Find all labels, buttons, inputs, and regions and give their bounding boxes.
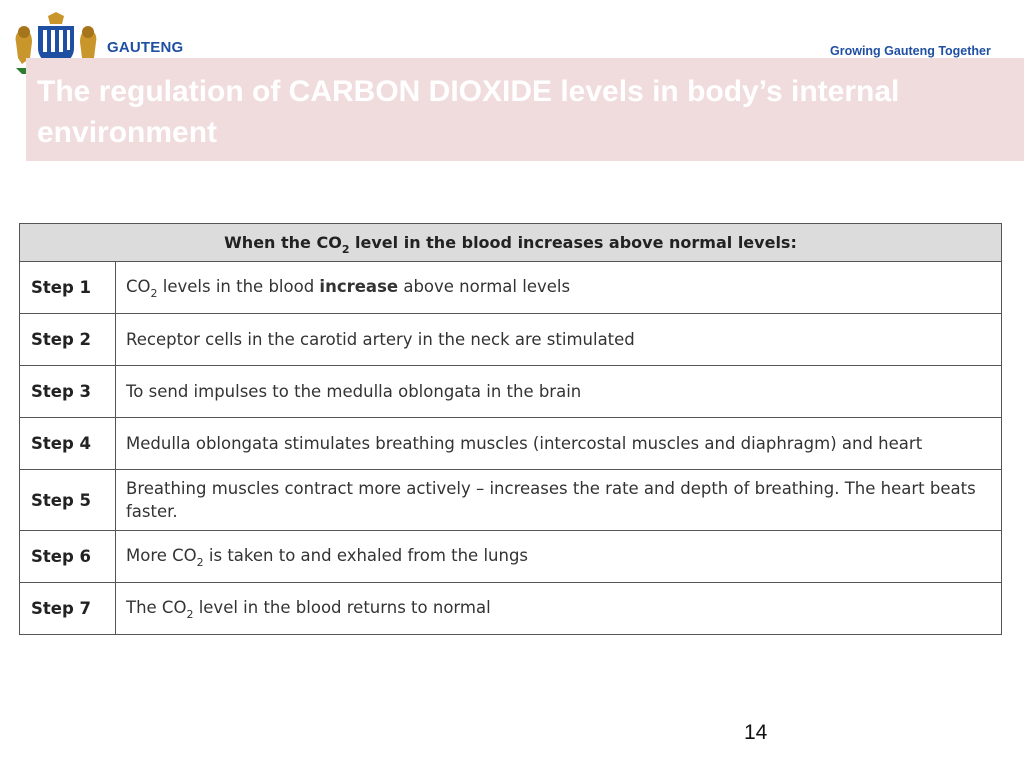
- step-description: [116, 583, 1002, 635]
- subscript: 2: [150, 287, 158, 300]
- text-segment: level in the blood returns to normal: [193, 598, 491, 617]
- table-row: [20, 314, 1002, 366]
- table-row: [20, 583, 1002, 635]
- table-row: [20, 531, 1002, 583]
- subscript: 2: [186, 608, 194, 621]
- heading-text-before: When the CO: [224, 233, 342, 252]
- text-segment: Receptor cells in the carotid artery in the neck are stimulated: [126, 330, 635, 349]
- page-number: 14: [744, 721, 768, 744]
- subscript: 2: [196, 556, 204, 569]
- brand-name: GAUTENG: [107, 39, 184, 56]
- table-heading: [20, 224, 1002, 262]
- step-description: [116, 470, 1002, 531]
- step-description: [116, 531, 1002, 583]
- co2-regulation-table: [19, 223, 1002, 635]
- step-description: [116, 314, 1002, 366]
- table-header-row: [20, 224, 1002, 262]
- heading-subscript: 2: [341, 243, 350, 256]
- step-label: Step 1: [20, 262, 116, 314]
- slide-title: The regulation of CARBON DIOXIDE levels in body’s internal environment: [37, 75, 900, 149]
- step-description: [116, 262, 1002, 314]
- table-row: [20, 262, 1002, 314]
- step-label: Step 4: [20, 418, 116, 470]
- step-label: Step 3: [20, 366, 116, 418]
- text-segment: To send impulses to the medulla oblongata in the brain: [126, 382, 582, 401]
- step-label: Step 6: [20, 531, 116, 583]
- step-label: Step 2: [20, 314, 116, 366]
- heading-text-after: level in the blood increases above normal levels:: [349, 233, 797, 252]
- text-segment: levels in the blood: [157, 277, 320, 296]
- bold-text: increase: [319, 277, 399, 296]
- table-body: [20, 262, 1002, 635]
- step-label: Step 7: [20, 583, 116, 635]
- text-segment: The CO: [126, 598, 187, 617]
- text-segment: Breathing muscles contract more actively – increases the rate and depth of breathing. The heart beats faster.: [126, 479, 976, 521]
- text-segment: CO: [126, 277, 151, 296]
- table-row: [20, 366, 1002, 418]
- text-segment: More CO: [126, 546, 197, 565]
- step-label: Step 5: [20, 470, 116, 531]
- text-segment: Medulla oblongata stimulates breathing muscles (intercostal muscles and diaphragm) and heart: [126, 434, 923, 453]
- table-row: [20, 470, 1002, 531]
- text-segment: above normal levels: [398, 277, 571, 296]
- step-description: [116, 418, 1002, 470]
- text-segment: is taken to and exhaled from the lungs: [203, 546, 529, 565]
- tagline: Growing Gauteng Together: [830, 44, 991, 58]
- table-row: [20, 418, 1002, 470]
- step-description: [116, 366, 1002, 418]
